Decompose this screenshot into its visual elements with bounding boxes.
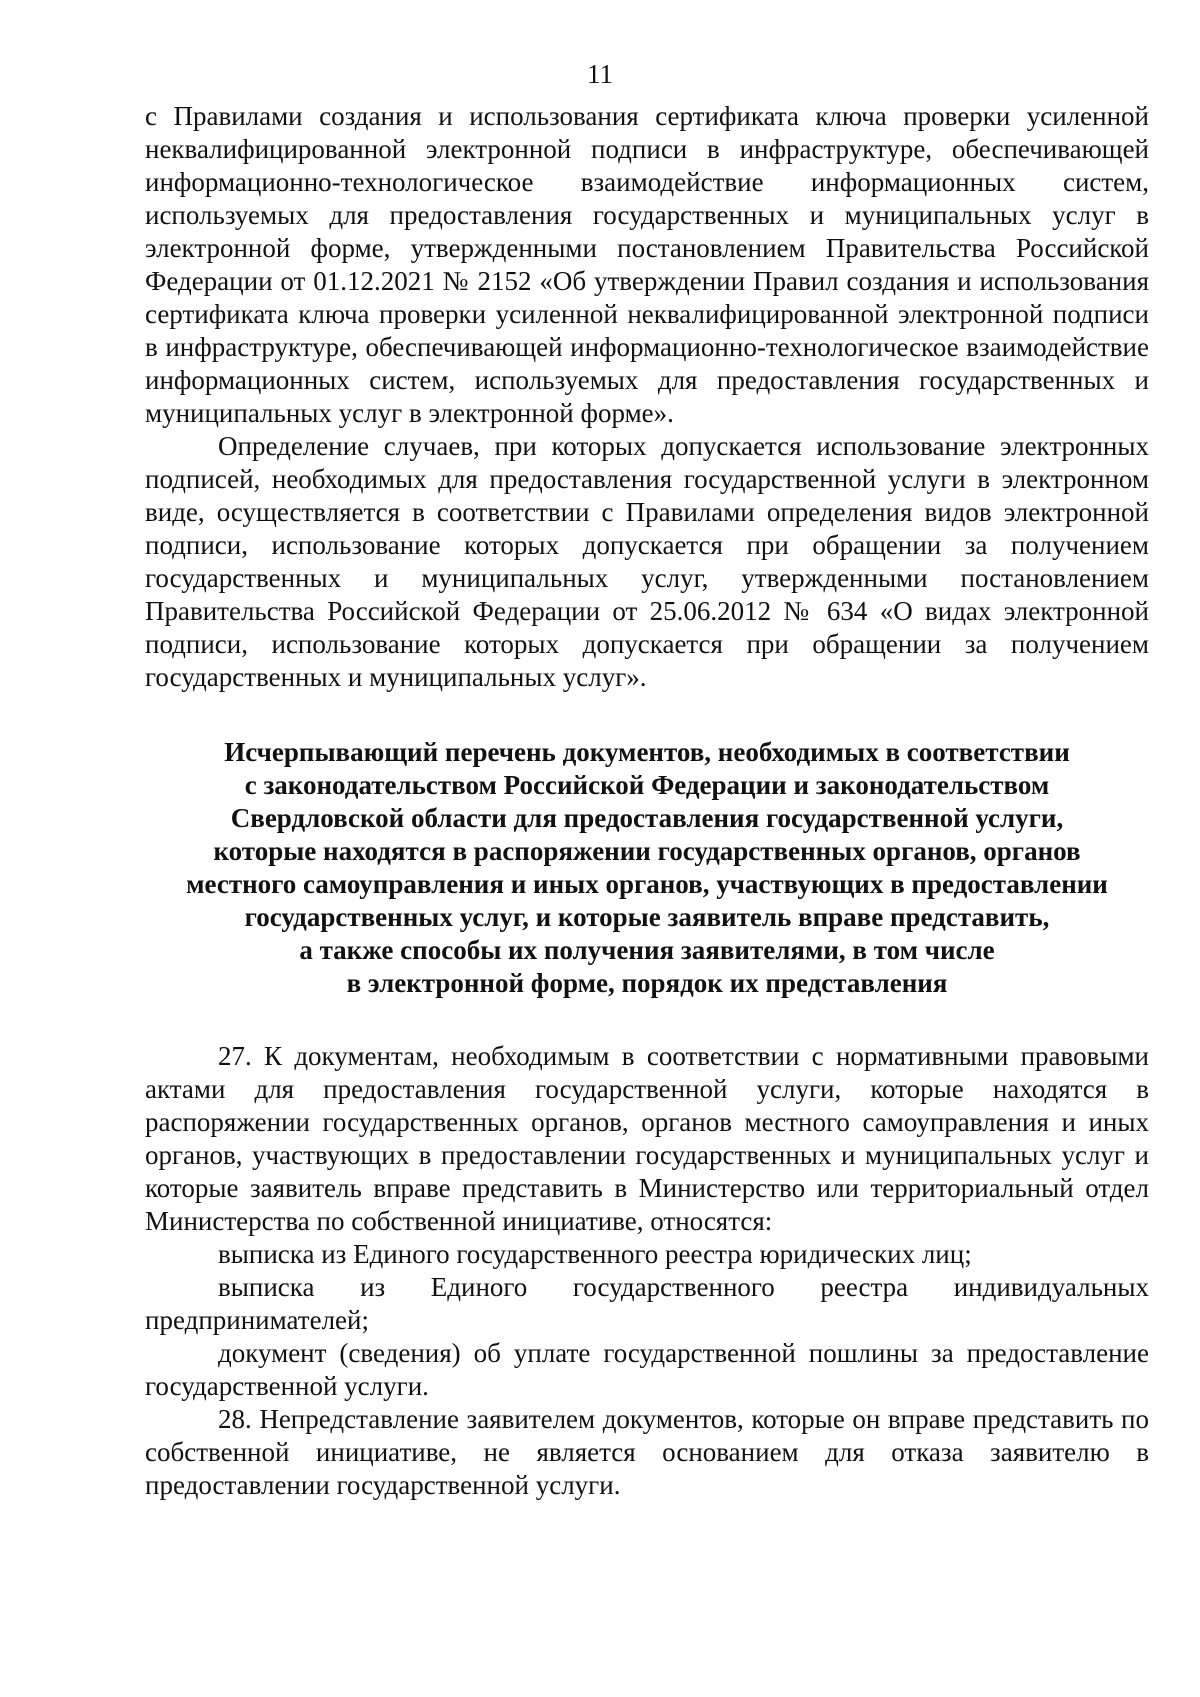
section-heading <box>145 736 1149 1000</box>
list-item-state-fee: документ (сведения) об уплате государственной пошлины за предоставление государственной услуги. <box>145 1338 1149 1401</box>
paragraph-item-27: 27. К документам, необходимым в соответствии с нормативными правовыми актами для предоставления государственной услуги, которые находятся в распоряжении государственных органов, органов местного самоуправления и иных органов, участвующих в предоставлении государственных и муниципальных услуг и которые заявитель вправе представить в Министерство или территориальный отдел Министерства по собственной инициативе, относятся: <box>145 1041 1149 1236</box>
heading-line: с законодательством Российской Федерации и законодательством <box>244 770 1050 800</box>
list-item-egrip: выписка из Единого государственного реестра индивидуальных предпринимателей; <box>145 1272 1149 1335</box>
heading-line: Исчерпывающий перечень документов, необходимых в соответствии <box>224 737 1070 767</box>
heading-line: государственных услуг, и которые заявитель вправе представить, <box>244 902 1050 932</box>
heading-line: местного самоуправления и иных органов, участвующих в предоставлении <box>186 869 1108 899</box>
heading-line: а также способы их получения заявителями, в том числе <box>299 935 995 965</box>
list-item-egrul: выписка из Единого государственного реестра юридических лиц; <box>218 1239 972 1269</box>
heading-line: в электронной форме, порядок их представления <box>346 968 948 998</box>
paragraph-electronic-signatures: Определение случаев, при которых допускается использование электронных подписей, необходимых для предоставления государственной услуги в электронном виде, осуществляется в соответствии с Правилами определения видов электронной подписи, использование которых допускается при обращении за получением государственных и муниципальных услуг, утвержденными постановлением Правительства Российской Федерации от 25.06.2012 № 634 «О видах электронной подписи, использование которых допускается при обращении за получением государственных и муниципальных услуг». <box>145 431 1149 692</box>
paragraph-continuation: с Правилами создания и использования сертификата ключа проверки усиленной неквалифицированной электронной подписи в инфраструктуре, обеспечивающей информационно-технологическое взаимодействие информационных систем, используемых для предоставления государственных и муниципальных услуг в электронной форме, утвержденными постановлением Правительства Российской Федерации от 01.12.2021 № 2152 «Об утверждении Правил создания и использования сертификата ключа проверки усиленной неквалифицированной электронной подписи в инфраструктуре, обеспечивающей информационно-технологическое взаимодействие информационных систем, используемых для предоставления государственных и муниципальных услуг в электронной форме». <box>145 101 1149 428</box>
heading-line: которые находятся в распоряжении государственных органов, органов <box>213 836 1081 866</box>
paragraph-item-28: 28. Непредставление заявителем документов, которые он вправе представить по собственной инициативе, не является основанием для отказа заявителю в предоставлении государственной услуги. <box>145 1404 1149 1500</box>
document-body <box>145 100 1149 1502</box>
page-number: 11 <box>587 59 613 89</box>
heading-line: Свердловской области для предоставления государственной услуги, <box>230 803 1064 833</box>
